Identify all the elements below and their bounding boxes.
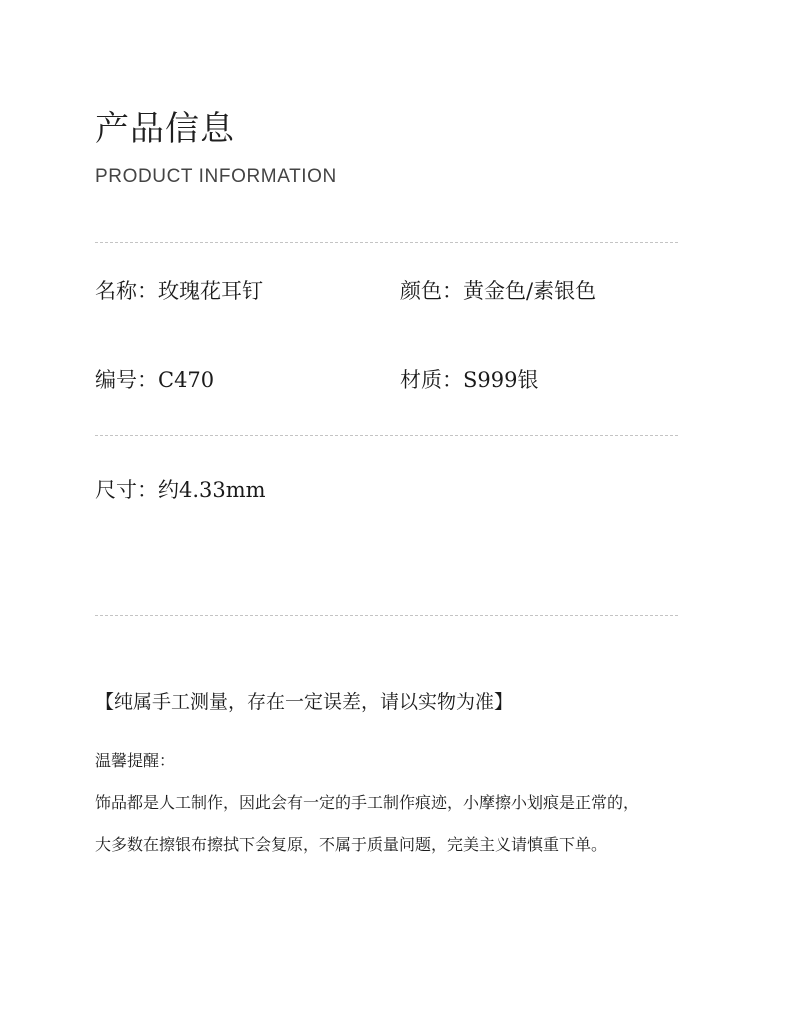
tips-title: 温馨提醒：: [95, 751, 176, 770]
page-title: 产品信息: [95, 109, 235, 149]
tips-line: 饰品都是人工制作，因此会有一定的手工制作痕迹，小摩擦小划痕是正常的，: [95, 793, 640, 812]
spec-color: 颜色：黄金色/素银色: [400, 279, 597, 303]
divider: [95, 435, 678, 436]
divider: [95, 615, 678, 616]
spec-name: 名称：玫瑰花耳钉: [95, 279, 263, 303]
spec-material: 材质：S999银: [400, 368, 539, 392]
tips-line: 大多数在擦银布擦拭下会复原，不属于质量问题，完美主义请慎重下单。: [95, 835, 608, 854]
measurement-notice: 【纯属手工测量，存在一定误差，请以实物为准】: [95, 691, 514, 713]
spec-size: 尺寸：约4.33mm: [95, 478, 266, 502]
spec-code: 编号：C470: [95, 368, 215, 392]
page-subtitle: PRODUCT INFORMATION: [95, 166, 337, 187]
divider: [95, 242, 678, 243]
